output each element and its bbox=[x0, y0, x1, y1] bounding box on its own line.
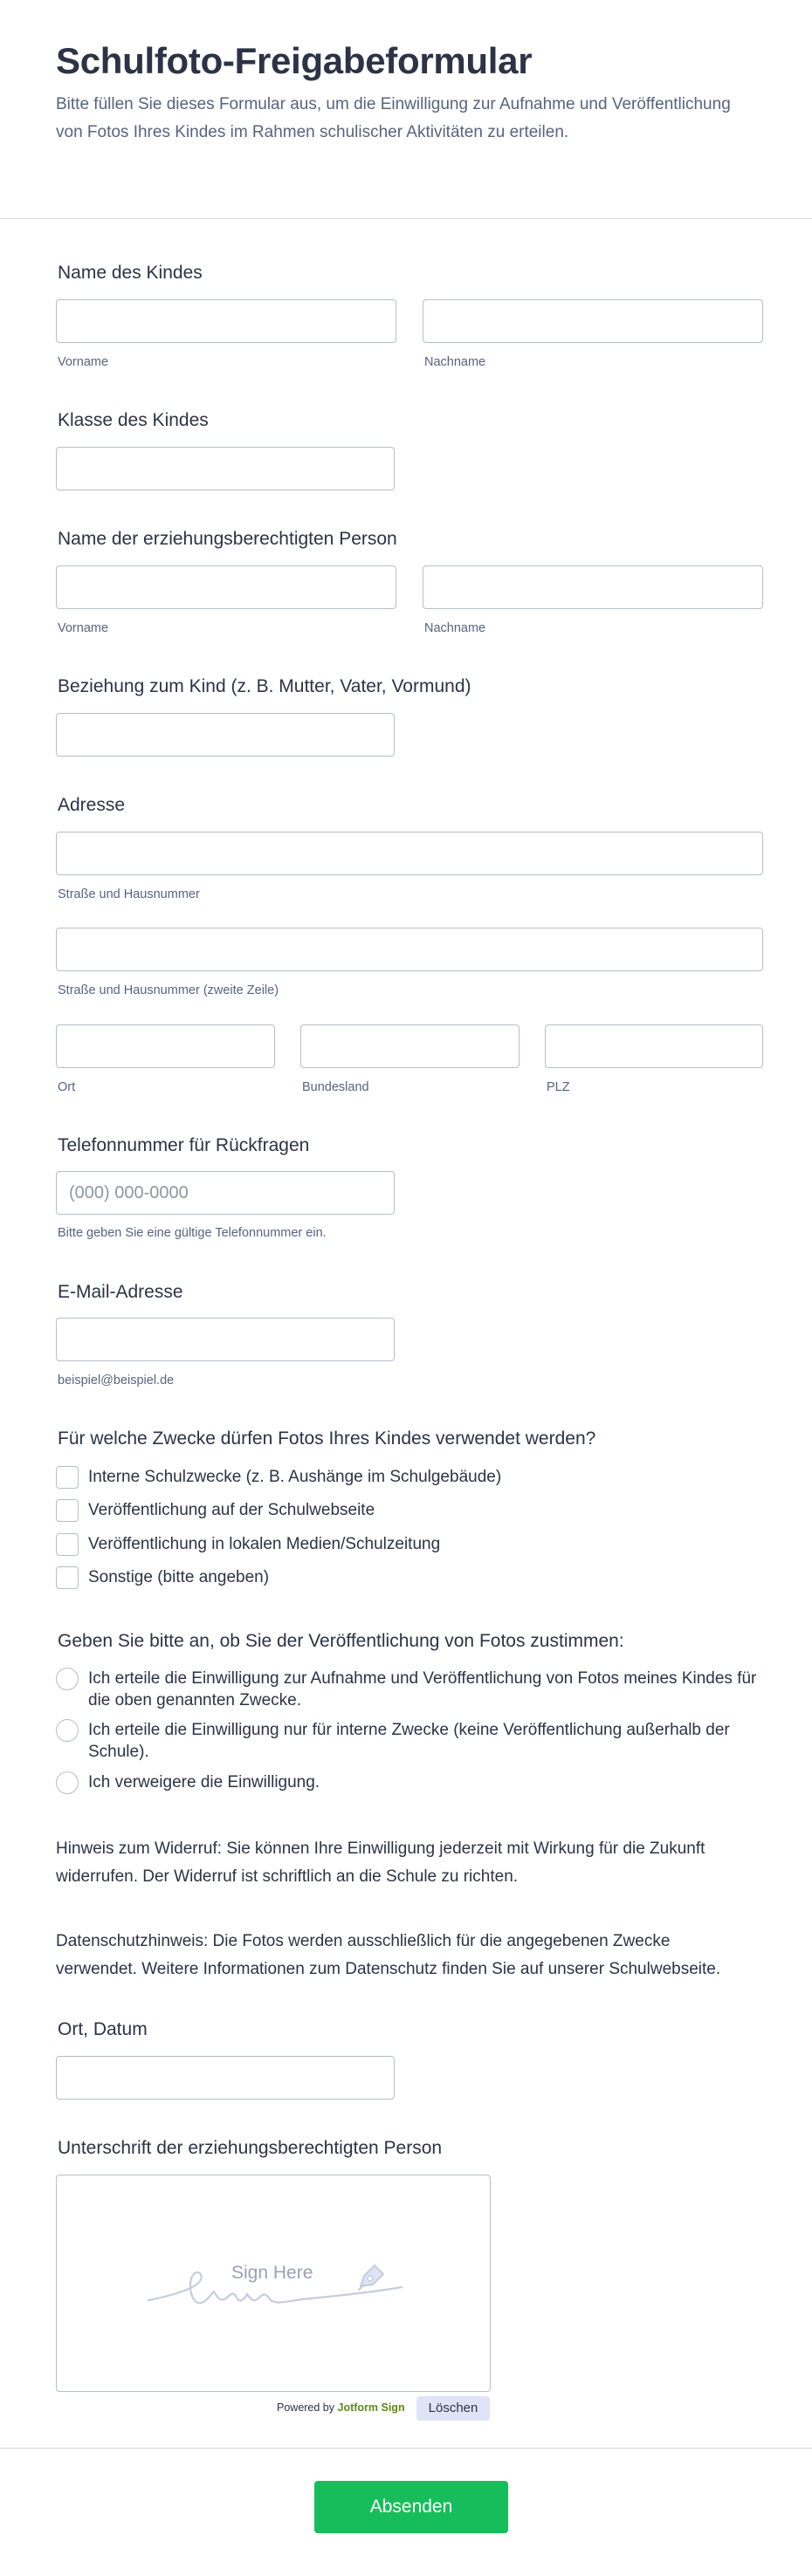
place-date-label: Ort, Datum bbox=[58, 2019, 148, 2039]
powered-by-label: Powered by bbox=[277, 2401, 335, 2414]
place-date-input[interactable] bbox=[56, 2056, 395, 2100]
address-line2-sublabel: Straße und Hausnummer (zweite Zeile) bbox=[58, 983, 279, 997]
email-input[interactable] bbox=[56, 1318, 395, 1361]
phone-sublabel: Bitte geben Sie eine gültige Telefonnummer ein. bbox=[58, 1226, 327, 1240]
state-input[interactable] bbox=[300, 1024, 520, 1068]
address-line1-sublabel: Straße und Hausnummer bbox=[58, 887, 200, 901]
city-input[interactable] bbox=[56, 1024, 275, 1068]
header-divider bbox=[0, 218, 812, 219]
guardian-name-label: Name der erziehungsberechtigten Person bbox=[58, 529, 397, 549]
purpose-checkbox-internal[interactable] bbox=[56, 1466, 79, 1489]
consent-radio-internal[interactable] bbox=[56, 1719, 79, 1742]
withdrawal-notice: Hinweis zum Widerruf: Sie können Ihre Einwilligung jederzeit mit Wirkung für die Zukunft widerrufen. Der Widerruf ist schriftlich an die Schule zu richten. bbox=[56, 1840, 705, 1886]
address-line1-input[interactable] bbox=[56, 832, 763, 875]
consent-option-internal: Ich erteile die Einwilligung nur für interne Zwecke (keine Veröffentlichung außerhalb der Schule). bbox=[88, 1721, 730, 1761]
child-first-name-sublabel: Vorname bbox=[58, 355, 109, 369]
purposes-label: Für welche Zwecke dürfen Fotos Ihres Kindes verwendet werden? bbox=[58, 1428, 596, 1449]
consent-radio-full[interactable] bbox=[56, 1668, 79, 1690]
footer-divider bbox=[0, 2448, 812, 2449]
guardian-first-name-input[interactable] bbox=[56, 565, 396, 609]
relationship-input[interactable] bbox=[56, 713, 395, 757]
purpose-checkbox-media[interactable] bbox=[56, 1533, 79, 1556]
guardian-last-name-sublabel: Nachname bbox=[424, 621, 486, 635]
form-title: Schulfoto-Freigabeformular bbox=[56, 40, 533, 81]
zip-sublabel: PLZ bbox=[547, 1080, 570, 1094]
zip-input[interactable] bbox=[545, 1024, 763, 1068]
address-label: Adresse bbox=[58, 795, 126, 815]
purpose-option-website: Veröffentlichung auf der Schulwebseite bbox=[88, 1501, 375, 1519]
city-sublabel: Ort bbox=[58, 1080, 76, 1094]
signature-pad[interactable] bbox=[56, 2175, 491, 2392]
signature-placeholder: Sign Here bbox=[231, 2263, 313, 2283]
guardian-first-name-sublabel: Vorname bbox=[58, 621, 109, 635]
child-last-name-sublabel: Nachname bbox=[424, 355, 486, 369]
relationship-label: Beziehung zum Kind (z. B. Mutter, Vater, Vormund) bbox=[58, 676, 471, 696]
signature-label: Unterschrift der erziehungsberechtigten Person bbox=[58, 2138, 443, 2158]
child-first-name-input[interactable] bbox=[56, 299, 396, 343]
pen-icon bbox=[352, 2258, 390, 2297]
child-class-label: Klasse des Kindes bbox=[58, 410, 209, 430]
consent-option-refuse: Ich verweigere die Einwilligung. bbox=[88, 1773, 320, 1792]
powered-by-text bbox=[277, 2401, 405, 2414]
child-class-input[interactable] bbox=[56, 447, 395, 490]
consent-label: Geben Sie bitte an, ob Sie der Veröffentlichung von Fotos zustimmen: bbox=[58, 1631, 624, 1651]
purpose-option-media: Veröffentlichung in lokalen Medien/Schulzeitung bbox=[88, 1535, 441, 1553]
consent-radio-refuse[interactable] bbox=[56, 1771, 79, 1794]
child-last-name-input[interactable] bbox=[423, 299, 763, 343]
purpose-option-internal: Interne Schulzwecke (z. B. Aushänge im Schulgebäude) bbox=[88, 1468, 502, 1486]
clear-signature-button[interactable]: Löschen bbox=[416, 2396, 490, 2421]
privacy-notice: Datenschutzhinweis: Die Fotos werden ausschließlich für die angegebenen Zwecke verwendet. Weitere Informationen zum Datenschutz finden Sie auf unserer Schulwebseite. bbox=[56, 1932, 721, 1978]
jotform-sign-brand: Jotform Sign bbox=[337, 2401, 405, 2414]
email-label: E-Mail-Adresse bbox=[58, 1282, 183, 1302]
purpose-checkbox-other[interactable] bbox=[56, 1566, 79, 1589]
state-sublabel: Bundesland bbox=[302, 1080, 369, 1094]
form-description: Bitte füllen Sie dieses Formular aus, um die Einwilligung zur Aufnahme und Veröffentlichung von Fotos Ihres Kindes im Rahmen schulischer Aktivitäten zu erteilen. bbox=[56, 95, 731, 141]
consent-option-full: Ich erteile die Einwilligung zur Aufnahme und Veröffentlichung von Fotos meines Kindes für die oben genannten Zwecke. bbox=[88, 1669, 757, 1709]
email-sublabel: beispiel@beispiel.de bbox=[58, 1374, 175, 1387]
phone-input[interactable] bbox=[56, 1171, 395, 1215]
guardian-last-name-input[interactable] bbox=[423, 565, 763, 609]
signature-scribble-icon bbox=[57, 2175, 492, 2393]
child-name-label: Name des Kindes bbox=[58, 263, 203, 283]
submit-button[interactable]: Absenden bbox=[314, 2481, 508, 2533]
address-line2-input[interactable] bbox=[56, 928, 763, 971]
phone-label: Telefonnummer für Rückfragen bbox=[58, 1135, 310, 1155]
purpose-checkbox-website[interactable] bbox=[56, 1499, 79, 1522]
purpose-option-other: Sonstige (bitte angeben) bbox=[88, 1568, 270, 1586]
